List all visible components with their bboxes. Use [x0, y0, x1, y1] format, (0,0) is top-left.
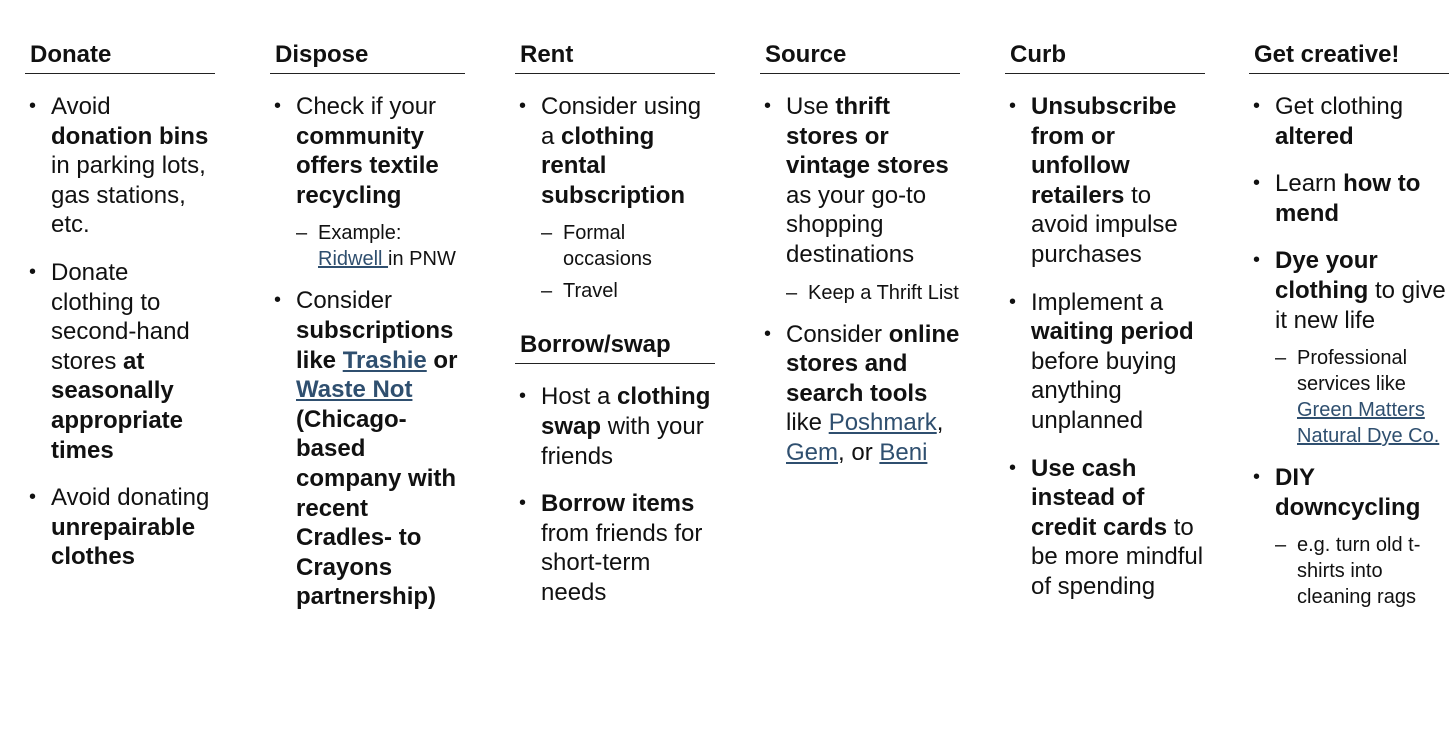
- bold-text: thrift stores or vintage stores: [786, 93, 949, 180]
- text: Professional services like: [1297, 347, 1408, 396]
- text-link[interactable]: Gem: [786, 438, 839, 466]
- text: Consider: [786, 320, 889, 348]
- bullet-item: [1005, 454, 1205, 602]
- bold-text: how to mend: [1275, 170, 1421, 227]
- text: in PNW: [388, 248, 456, 271]
- text: Use: [786, 93, 836, 120]
- text: e.g. turn old t-shirts into cleaning rags: [1297, 534, 1421, 609]
- text-link[interactable]: Poshmark: [828, 409, 937, 437]
- text: Consider: [296, 287, 393, 315]
- text: to give it new life: [1275, 276, 1446, 334]
- column-heading: Donate: [25, 40, 215, 74]
- text: , or: [838, 438, 880, 466]
- bold-text: Dye your clothing: [1275, 247, 1378, 304]
- column-heading: Curb: [1005, 40, 1205, 74]
- text: Consider using a: [541, 93, 702, 150]
- bold-text: Borrow items: [541, 490, 695, 518]
- bullet-item: [1249, 92, 1449, 151]
- bold-text: subscriptions like: [296, 316, 454, 374]
- bold-text: or: [426, 346, 458, 374]
- sub-bullet-item: [1249, 532, 1449, 610]
- text: Example:: [318, 222, 402, 245]
- bullet-item: [1005, 92, 1205, 270]
- column-rent: [515, 40, 715, 626]
- text: to avoid impulse purchases: [1031, 181, 1178, 268]
- bullet-item: [25, 92, 215, 240]
- bullet-item: [270, 286, 465, 612]
- text: as your go-to shopping destinations: [786, 181, 927, 268]
- column-dispose: [270, 40, 465, 630]
- text: ,: [936, 409, 944, 437]
- sub-bullet-item: [270, 220, 465, 272]
- text: Avoid: [51, 93, 111, 120]
- bullet-item: [1249, 463, 1449, 522]
- text-link[interactable]: Trashie: [342, 346, 427, 374]
- bullet-item: [515, 92, 715, 210]
- bullet-item: [25, 483, 215, 572]
- text: like: [786, 409, 829, 437]
- bold-text: waiting period: [1031, 318, 1194, 346]
- bullet-item: [760, 92, 960, 270]
- sub-bullet-item: [515, 220, 715, 272]
- bullet-item: [1249, 169, 1449, 228]
- bullet-item: [270, 92, 465, 210]
- text: before buying anything unplanned: [1031, 347, 1177, 434]
- bullet-item: [1005, 288, 1205, 436]
- text: Implement a: [1031, 288, 1164, 316]
- column-heading: Rent: [515, 40, 715, 74]
- text-link[interactable]: Waste Not: [296, 376, 413, 404]
- text: Check if your: [296, 93, 437, 120]
- bold-text: donation bins: [51, 122, 209, 150]
- column-donate: [25, 40, 215, 590]
- bold-text: unrepairable clothes: [51, 513, 196, 571]
- column-get-creative: [1249, 40, 1449, 624]
- bold-text: Use cash instead of credit cards: [1031, 454, 1168, 541]
- text-link[interactable]: Ridwell: [318, 248, 389, 271]
- text: Formal occasions: [563, 222, 652, 271]
- text: from friends for short-term needs: [541, 519, 703, 606]
- text: Donate clothing to second-hand stores: [51, 258, 190, 375]
- text: Host a: [541, 383, 618, 411]
- text-link[interactable]: Green Matters Natural Dye Co.: [1297, 399, 1440, 448]
- column-heading: Source: [760, 40, 960, 74]
- bullet-item: [760, 320, 960, 468]
- bold-text: online stores and search tools: [786, 320, 960, 407]
- sub-bullet-item: [760, 280, 960, 306]
- column-heading: Borrow/swap: [515, 330, 715, 364]
- text: Learn: [1275, 170, 1344, 198]
- text-link[interactable]: Beni: [879, 438, 928, 466]
- column-source: [760, 40, 960, 486]
- bullet-item: [1249, 246, 1449, 335]
- bold-text: altered: [1275, 122, 1354, 150]
- text: to be more mindful of spending: [1031, 513, 1204, 600]
- column-curb: [1005, 40, 1205, 620]
- bold-text: at seasonally appropriate times: [51, 347, 184, 464]
- sub-bullet-item: [515, 278, 715, 304]
- bold-text: community offers textile recycling: [296, 122, 439, 209]
- column-heading: Get creative!: [1249, 40, 1449, 74]
- bold-text: clothing rental subscription: [541, 122, 686, 209]
- text: Travel: [563, 280, 618, 303]
- bold-text: clothing swap: [541, 383, 711, 440]
- column-heading: Dispose: [270, 40, 465, 74]
- text: in parking lots, gas stations, etc.: [51, 152, 206, 239]
- bold-text: DIY downcycling: [1275, 464, 1421, 521]
- sub-bullet-item: [1249, 345, 1449, 449]
- bullet-item: [515, 489, 715, 607]
- bullet-item: [515, 382, 715, 471]
- bold-text: (Chicago-based company with recent Cradles- to Crayons partnership): [296, 405, 457, 611]
- text: Avoid donating: [51, 484, 210, 512]
- text: with your friends: [541, 412, 704, 470]
- text: Get clothing: [1275, 93, 1404, 120]
- text: Keep a Thrift List: [808, 281, 959, 304]
- bullet-item: [25, 258, 215, 465]
- bold-text: Unsubscribe from or unfollow retailers: [1031, 93, 1177, 209]
